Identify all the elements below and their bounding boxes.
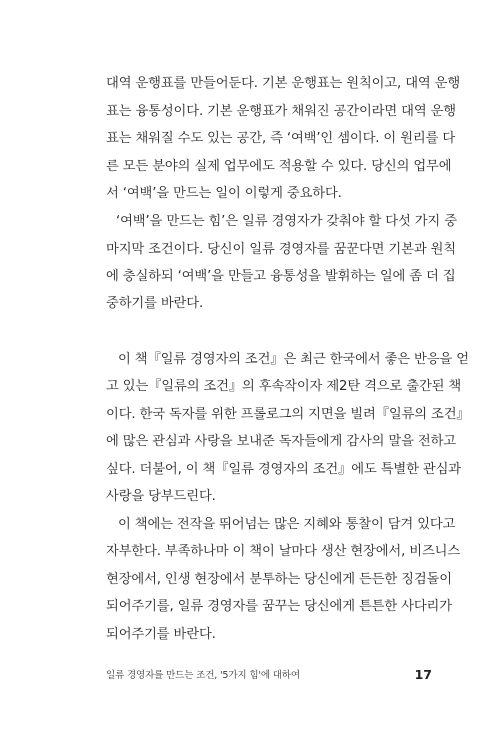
body-line: 사랑을 당부드린다.: [106, 489, 216, 504]
body-line: 고 있는『일류의 조건』의 후속작이자 제2탄 격으로 출간된 책: [106, 379, 462, 394]
page-number: 17: [414, 667, 432, 682]
body-line: 표는 채워질 수도 있는 공간, 즉 ‘여백’인 셈이다. 이 원리를 다: [106, 131, 456, 146]
body-line: 되어주기를, 일류 경영자를 꿈꾸는 당신에게 튼튼한 사다리가: [106, 599, 452, 614]
body-line: 에 많은 관심과 사랑을 보내준 독자들에게 감사의 말을 전하고: [106, 434, 456, 449]
body-line: 서 ‘여백’을 만드는 일이 이렇게 중요하다.: [106, 186, 342, 201]
body-line: 자부한다. 부족하나마 이 책이 날마다 생산 현장에서, 비즈니스: [106, 544, 461, 559]
body-line: 표는 융통성이다. 기본 운행표가 채워진 공간이라면 대역 운행: [106, 104, 456, 119]
body-line: 되어주기를 바란다.: [106, 627, 216, 642]
body-line: 에 충실하되 ‘여백’을 만들고 융통성을 발휘하는 일에 좀 더 집: [106, 269, 456, 284]
body-line: ‘여백’을 만드는 힘’은 일류 경영자가 갖춰야 할 다섯 가지 중: [116, 214, 457, 229]
body-line: 싶다. 더불어, 이 책『일류 경영자의 조건』에도 특별한 관심과: [106, 462, 461, 477]
body-line: 중하기를 바란다.: [106, 296, 204, 311]
running-footer-title: 일류 경영자를 만드는 조건, '5가지 힘'에 대하여: [106, 670, 300, 681]
body-line: 이 책에는 전작을 뛰어넘는 많은 지혜와 통찰이 담겨 있다고: [118, 517, 456, 532]
body-line: 른 모든 분야의 실제 업무에도 적용할 수 있다. 당신의 업무에: [106, 159, 452, 174]
body-line: 이 책『일류 경영자의 조건』은 최근 한국에서 좋은 반응을 얻: [118, 352, 469, 367]
body-line: 현장에서, 인생 현장에서 분투하는 당신에게 든든한 징검돌이: [106, 572, 452, 587]
body-line: 대역 운행표를 만들어둔다. 기본 운행표는 원칙이고, 대역 운행: [106, 76, 461, 91]
body-line: 마지막 조건이다. 당신이 일류 경영자를 꿈꾼다면 기본과 원칙: [106, 242, 456, 257]
body-line: 이다. 한국 독자를 위한 프롤로그의 지면을 빌려『일류의 조건』: [106, 407, 470, 422]
